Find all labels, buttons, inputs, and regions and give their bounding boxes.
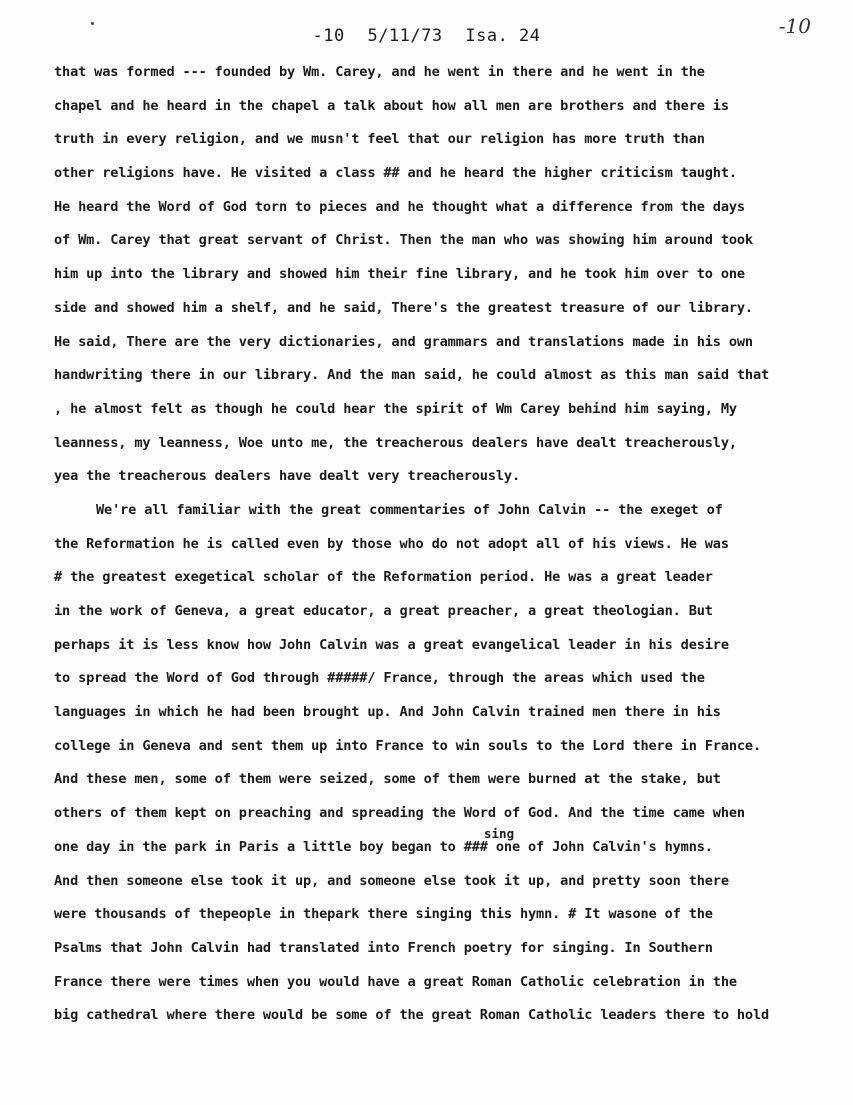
text-line: # the greatest exegetical scholar of the Reformation period. He was a great leader [54,569,713,586]
text-line: one day in the park in Paris a little boy began to ### one of John Calvin's hymns. [54,838,713,855]
text-line: languages in which he had been brought up. And John Calvin trained men there in his [54,704,721,721]
text-line: , he almost felt as though he could hear the spirit of Wm Carey behind him saying, My [54,400,737,417]
text-line: Psalms that John Calvin had translated into French poetry for singing. In Southern [54,939,713,956]
text-line: others of them kept on preaching and spreading the Word of God. And the time came when [54,805,745,822]
text-line: side and showed him a shelf, and he said, There's the greatest treasure of our library. [54,299,753,316]
text-line: in the work of Geneva, a great educator, a great preacher, a great theologian. But [54,603,713,619]
ink-speck [91,22,94,25]
text-line: perhaps it is less know how John Calvin was a great evangelical leader in his desire [54,636,729,653]
text-line: He heard the Word of God torn to pieces and he thought what a difference from the days [54,198,745,215]
paragraph-start-line: We're all familiar with the great commentaries of John Calvin -- the exeget of [96,501,723,518]
handwritten-page-number: -10 [778,14,811,38]
text-line: him up into the library and showed him their fine library, and he took him over to one [54,266,745,283]
scripture-reference: Isa. 24 [465,26,541,46]
text-line: big cathedral where there would be some of the great Roman Catholic leaders there to hold [54,1007,770,1024]
text-line: to spread the Word of God through #####/ France, through the areas which used the [54,670,705,687]
text-line: handwriting there in our library. And the man said, he could almost as this man said that [54,367,770,384]
page-header [0,26,853,46]
text-line: the Reformation he is called even by those who do not adopt all of his views. He was [54,535,729,552]
lecture-date: 5/11/73 [367,26,443,46]
text-line: He said, There are the very dictionaries, and grammars and translations made in his own [54,333,753,350]
text-line: France there were times when you would have a great Roman Catholic celebration in the [54,973,737,990]
page-number: -10 [312,26,345,46]
text-line: truth in every religion, and we musn't feel that our religion has more truth than [54,131,705,148]
text-line: were thousands of thepeople in thepark there singing this hymn. # It wasone of the [54,906,713,923]
text-line: chapel and he heard in the chapel a talk about how all men are brothers and there is [54,97,729,114]
transcript-body [54,56,814,1033]
text-line: And then someone else took it up, and someone else took it up, and pretty soon there [54,872,729,889]
text-line: And these men, some of them were seized, some of them were burned at the stake, but [54,771,721,788]
text-line: of Wm. Carey that great servant of Christ. Then the man who was showing him around took [54,232,753,249]
text-line: yea the treacherous dealers have dealt very treacherously. [54,468,520,485]
text-line: that was formed --- founded by Wm. Carey, and he went in there and he went in the [54,64,705,80]
interlinear-correction: sing [484,826,515,841]
text-line: leanness, my leanness, Woe unto me, the treacherous dealers have dealt treacherously, [54,434,737,451]
text-line: college in Geneva and sent them up into France to win souls to the Lord there in France. [54,737,762,754]
text-line: other religions have. He visited a class ## and he heard the higher criticism taught. [54,165,737,182]
